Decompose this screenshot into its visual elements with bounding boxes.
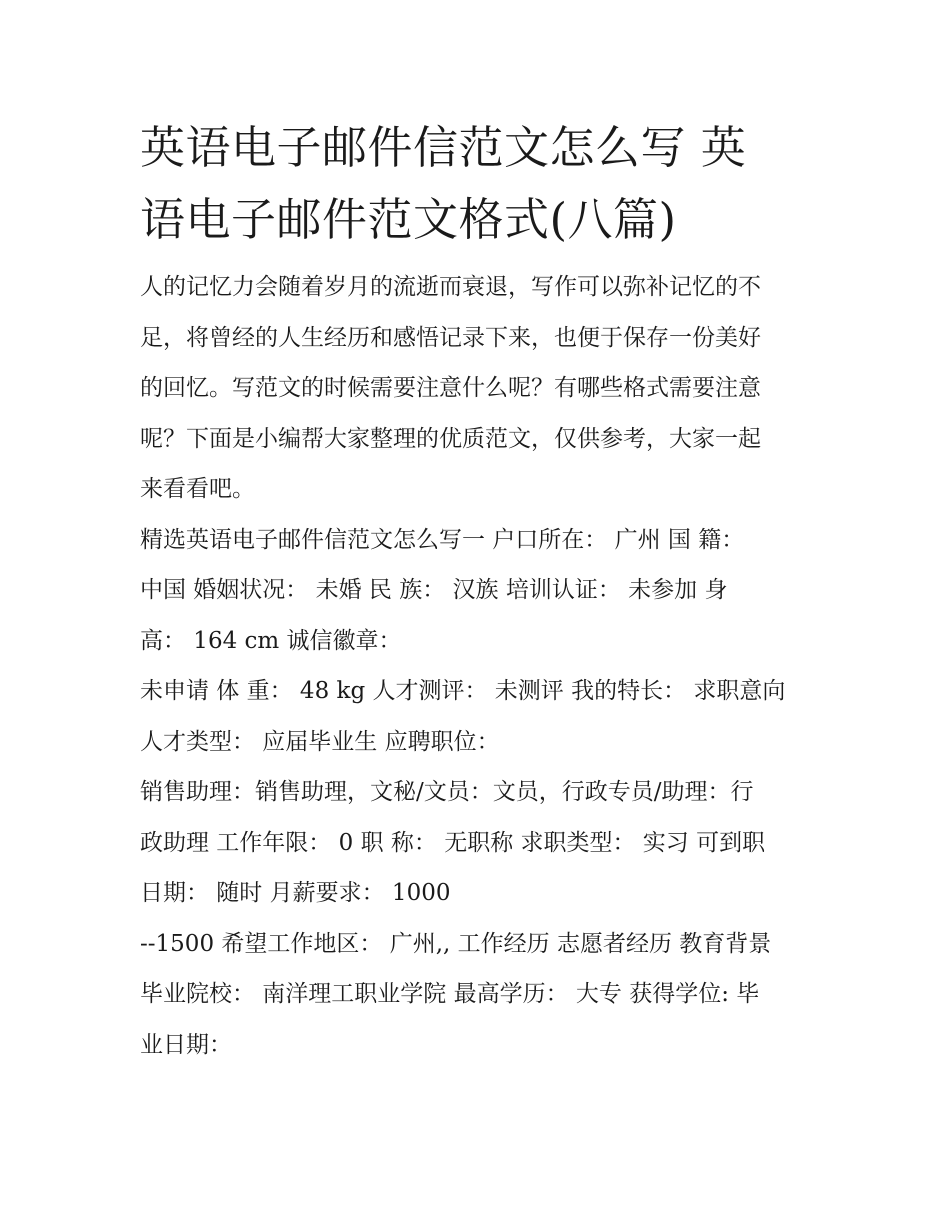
text-line: 中国 婚姻状况： 未婚 民 族： 汉族 培训认证： 未参加 身 xyxy=(140,577,728,603)
profile-paragraph-4 xyxy=(140,919,812,1071)
text-line: 政助理 工作年限： 0 职 称： 无职称 求职类型： 实习 可到职 xyxy=(140,829,766,856)
text-line: 销售助理：销售助理，文秘/文员：文员，行政专员/助理：行 xyxy=(140,779,754,805)
document-title xyxy=(140,112,812,256)
text-line: 毕业院校： 南洋理工职业学院 最高学历： 大专 获得学位: 毕 xyxy=(140,981,760,1007)
text-line: 呢？下面是小编帮大家整理的优质范文，仅供参考，大家一起 xyxy=(140,425,761,452)
text-line: 日期： 随时 月薪要求： 1000 xyxy=(140,880,451,906)
document-page xyxy=(140,112,812,1070)
title-line: 英语电子邮件信范文怎么写 英 xyxy=(140,121,747,174)
profile-paragraph-1 xyxy=(140,515,812,667)
text-line: 未申请 体 重： 48 kg 人才测评： 未测评 我的特长： 求职意向 xyxy=(140,678,786,704)
text-line: 足，将曾经的人生经历和感悟记录下来，也便于保存一份美好 xyxy=(140,324,761,351)
text-line: 的回忆。写范文的时候需要注意什么呢？有哪些格式需要注意 xyxy=(140,375,761,401)
text-line: 来看看吧。 xyxy=(140,476,255,502)
text-line: 人才类型： 应届毕业生 应聘职位： xyxy=(140,728,500,755)
text-line: --1500 希望工作地区： 广州,, 工作经历 志愿者经历 教育背景 xyxy=(140,930,772,957)
text-line: 精选英语电子邮件信范文怎么写一 户口所在： 广州 国 籍： xyxy=(140,526,745,553)
intro-paragraph xyxy=(140,262,812,515)
profile-paragraph-3 xyxy=(140,767,812,919)
profile-paragraph-2 xyxy=(140,666,812,767)
text-line: 业日期： xyxy=(140,1031,232,1058)
text-line: 人的记忆力会随着岁月的流逝而衰退，写作可以弥补记忆的不 xyxy=(140,274,761,300)
text-line: 高： 164 cm 诚信徽章： xyxy=(140,627,402,654)
title-line: 语电子邮件范文格式(八篇) xyxy=(140,193,677,246)
